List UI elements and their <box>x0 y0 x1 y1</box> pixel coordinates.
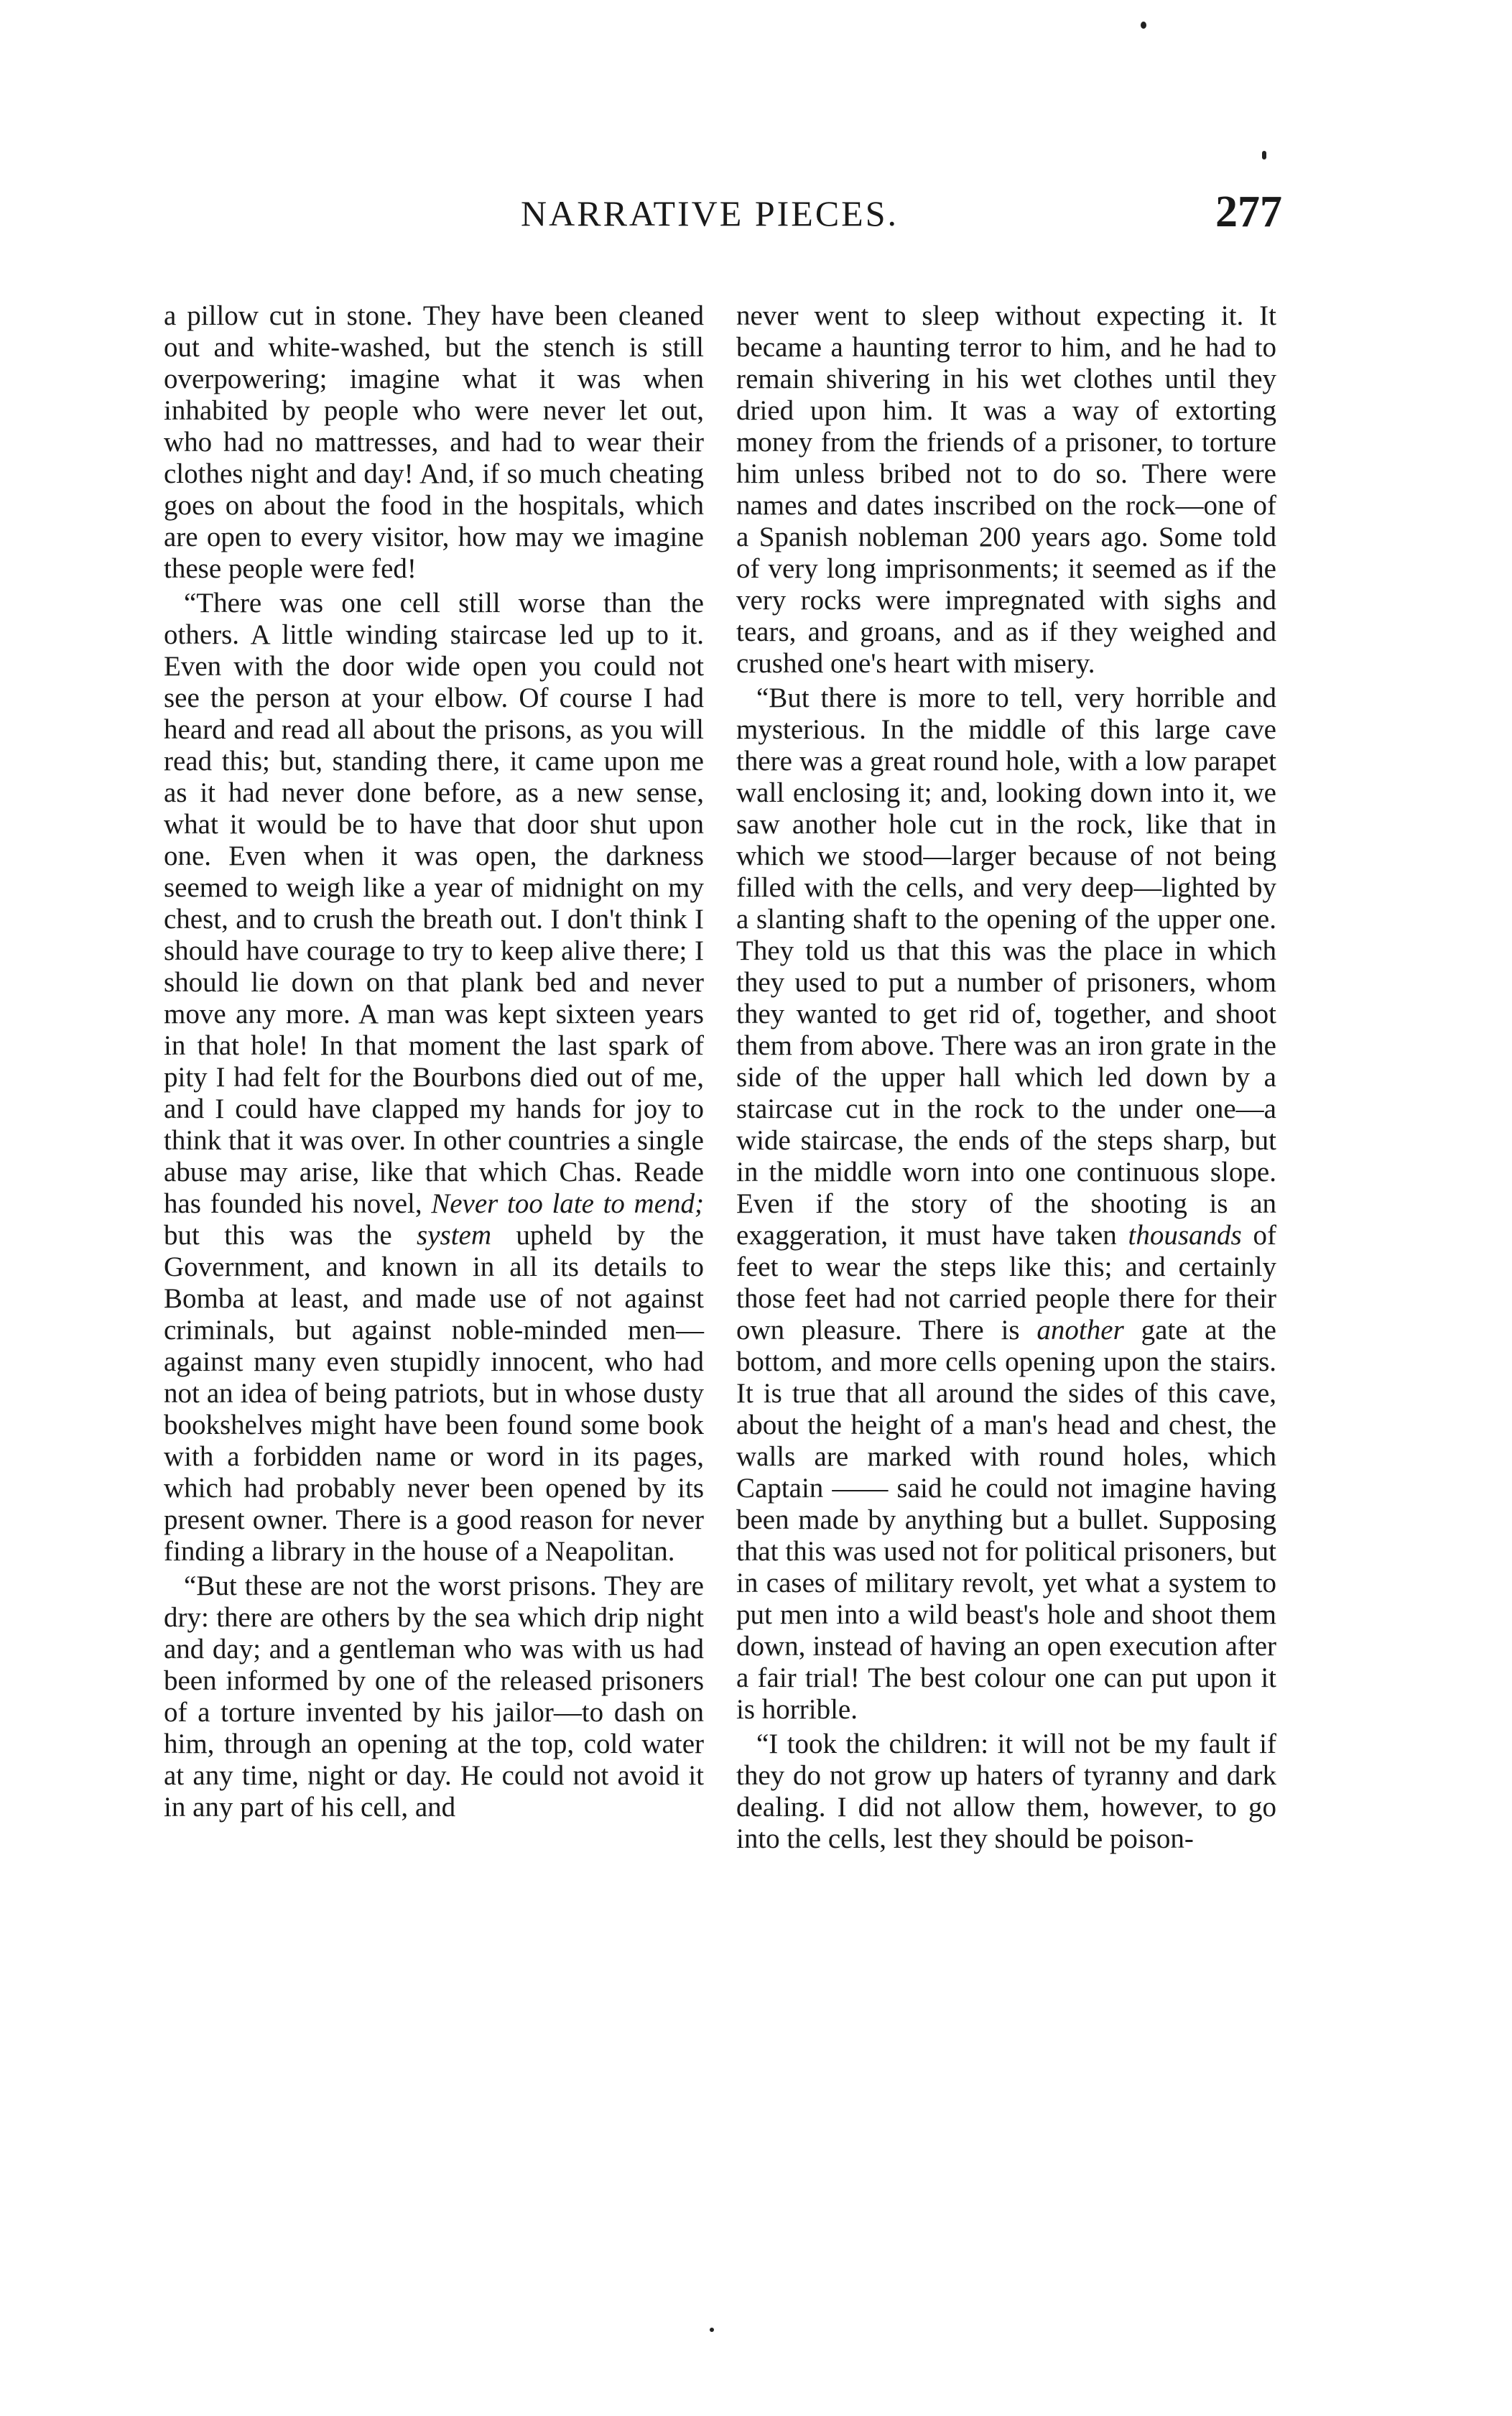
paragraph-text: gate at the bottom, and more cells opening upon the stairs. It is true that all around the sides of this cave, about the height of a man's head and chest, the walls are marked with round holes, which Captain —— said he could not imagine having been made by anything but a bullet. Supposing that this was used not for political prisoners, but in cases of military revolt, yet what a system to put men into a wild beast's hole and shoot them down, instead of having an open execution after a fair trial! The best colour one can put upon it is horrible. <box>736 1315 1276 1725</box>
italic-title: Never too late to mend; <box>431 1188 704 1219</box>
paragraph-text: “But there is more to tell, very horrible and mysterious. In the middle of this large cave there was a great round hole, with a low parapet wall enclosing it; and, looking down into it, we saw another hole cut in the rock, like that in which we stood—larger because of not being filled with the cells, and very deep—lighted by a slanting shaft to the opening of the upper one. They told us that this was the place in which they used to put a number of prisoners, whom they wanted to get rid of, together, and shoot them from above. There was an iron grate in the side of the upper hall which led down by a staircase cut in the rock to the under one—a wide staircase, the ends of the steps sharp, but in the middle worn into one continuous slope. Even if the story of the shooting is an exaggeration, it must have taken <box>736 682 1276 1251</box>
paragraph-text: upheld by the Government, and known in all its details to Bomba at least, and made use of not against criminals, but against noble-minded men—against many even stupidly innocent, who had not an idea of being patriots, but in whose dusty bookshelves might have been found some book with a forbidden name or word in its pages, which had probably never been opened by its present owner. There is a good reason for never finding a library in the house of a Neapolitan. <box>164 1220 704 1567</box>
paragraph <box>164 588 704 1568</box>
ink-speck <box>710 2328 714 2332</box>
paragraph: “But these are not the worst prisons. They are dry: there are others by the sea which drip night and day; and a gentleman who was with us had been informed by one of the released prisoners of a torture invented by his jailor—to dash on him, through an opening at the top, cold water at any time, night or day. He could not avoid it in any part of his cell, and <box>164 1570 704 1823</box>
italic-word: system <box>417 1220 492 1251</box>
paragraph-text: of feet to wear the steps like this; and certainly those feet had not carried people there for their own pleasure. There is <box>736 1220 1276 1346</box>
paragraph-text: but this was the <box>164 1220 417 1251</box>
paragraph-text: “There was one cell still worse than the others. A little winding staircase led up to it. Even with the door wide open you could not see the person at your elbow. Of course I had heard and read all about the prisons, as you will read this; but, standing there, it came upon me as it had never done before, as a new sense, what it would be to have that door shut upon one. Even when it was open, the darkness seemed to weigh like a year of midnight on my chest, and to crush the breath out. I don't think I should have courage to try to keep alive there; I should lie down on that plank bed and never move any more. A man was kept sixteen years in that hole! In that moment the last spark of pity I had felt for the Bourbons died out of me, and I could have clapped my hands for joy to think that it was over. In other countries a single abuse may arise, like that which Chas. Reade has founded his novel, <box>164 588 704 1219</box>
italic-word: thousands <box>1128 1220 1242 1251</box>
left-column <box>164 300 704 1823</box>
paragraph: a pillow cut in stone. They have been cleaned out and white-washed, but the stench is still overpowering; imagine what it was when inhabited by people who were never let out, who had no mattresses, and had to wear their clothes night and day! And, if so much cheating goes on about the food in the hospitals, which are open to every visitor, how may we imagine these people were fed! <box>164 300 704 584</box>
ink-speck <box>1141 22 1146 29</box>
right-column <box>736 300 1276 1855</box>
page-header <box>176 188 1282 257</box>
running-title: NARRATIVE PIECES. <box>521 193 899 233</box>
italic-word: another <box>1036 1315 1124 1346</box>
paragraph <box>736 682 1276 1726</box>
paragraph: “I took the children: it will not be my fault if they do not grow up haters of tyranny and dark dealing. I did not allow them, however, to go into the cells, lest they should be poison- <box>736 1728 1276 1854</box>
ink-speck <box>1262 151 1266 159</box>
paragraph: never went to sleep without expecting it. It became a haunting terror to him, and he had to remain shivering in his wet clothes until they dried upon him. It was a way of extorting money from the friends of a prisoner, to torture him unless bribed not to do so. There were names and dates inscribed on the rock—one of a Spanish nobleman 200 years ago. Some told of very long imprisonments; it seemed as if the very rocks were impregnated with sighs and tears, and groans, and as if they weighed and crushed one's heart with misery. <box>736 300 1276 679</box>
page-number: 277 <box>1215 188 1282 236</box>
